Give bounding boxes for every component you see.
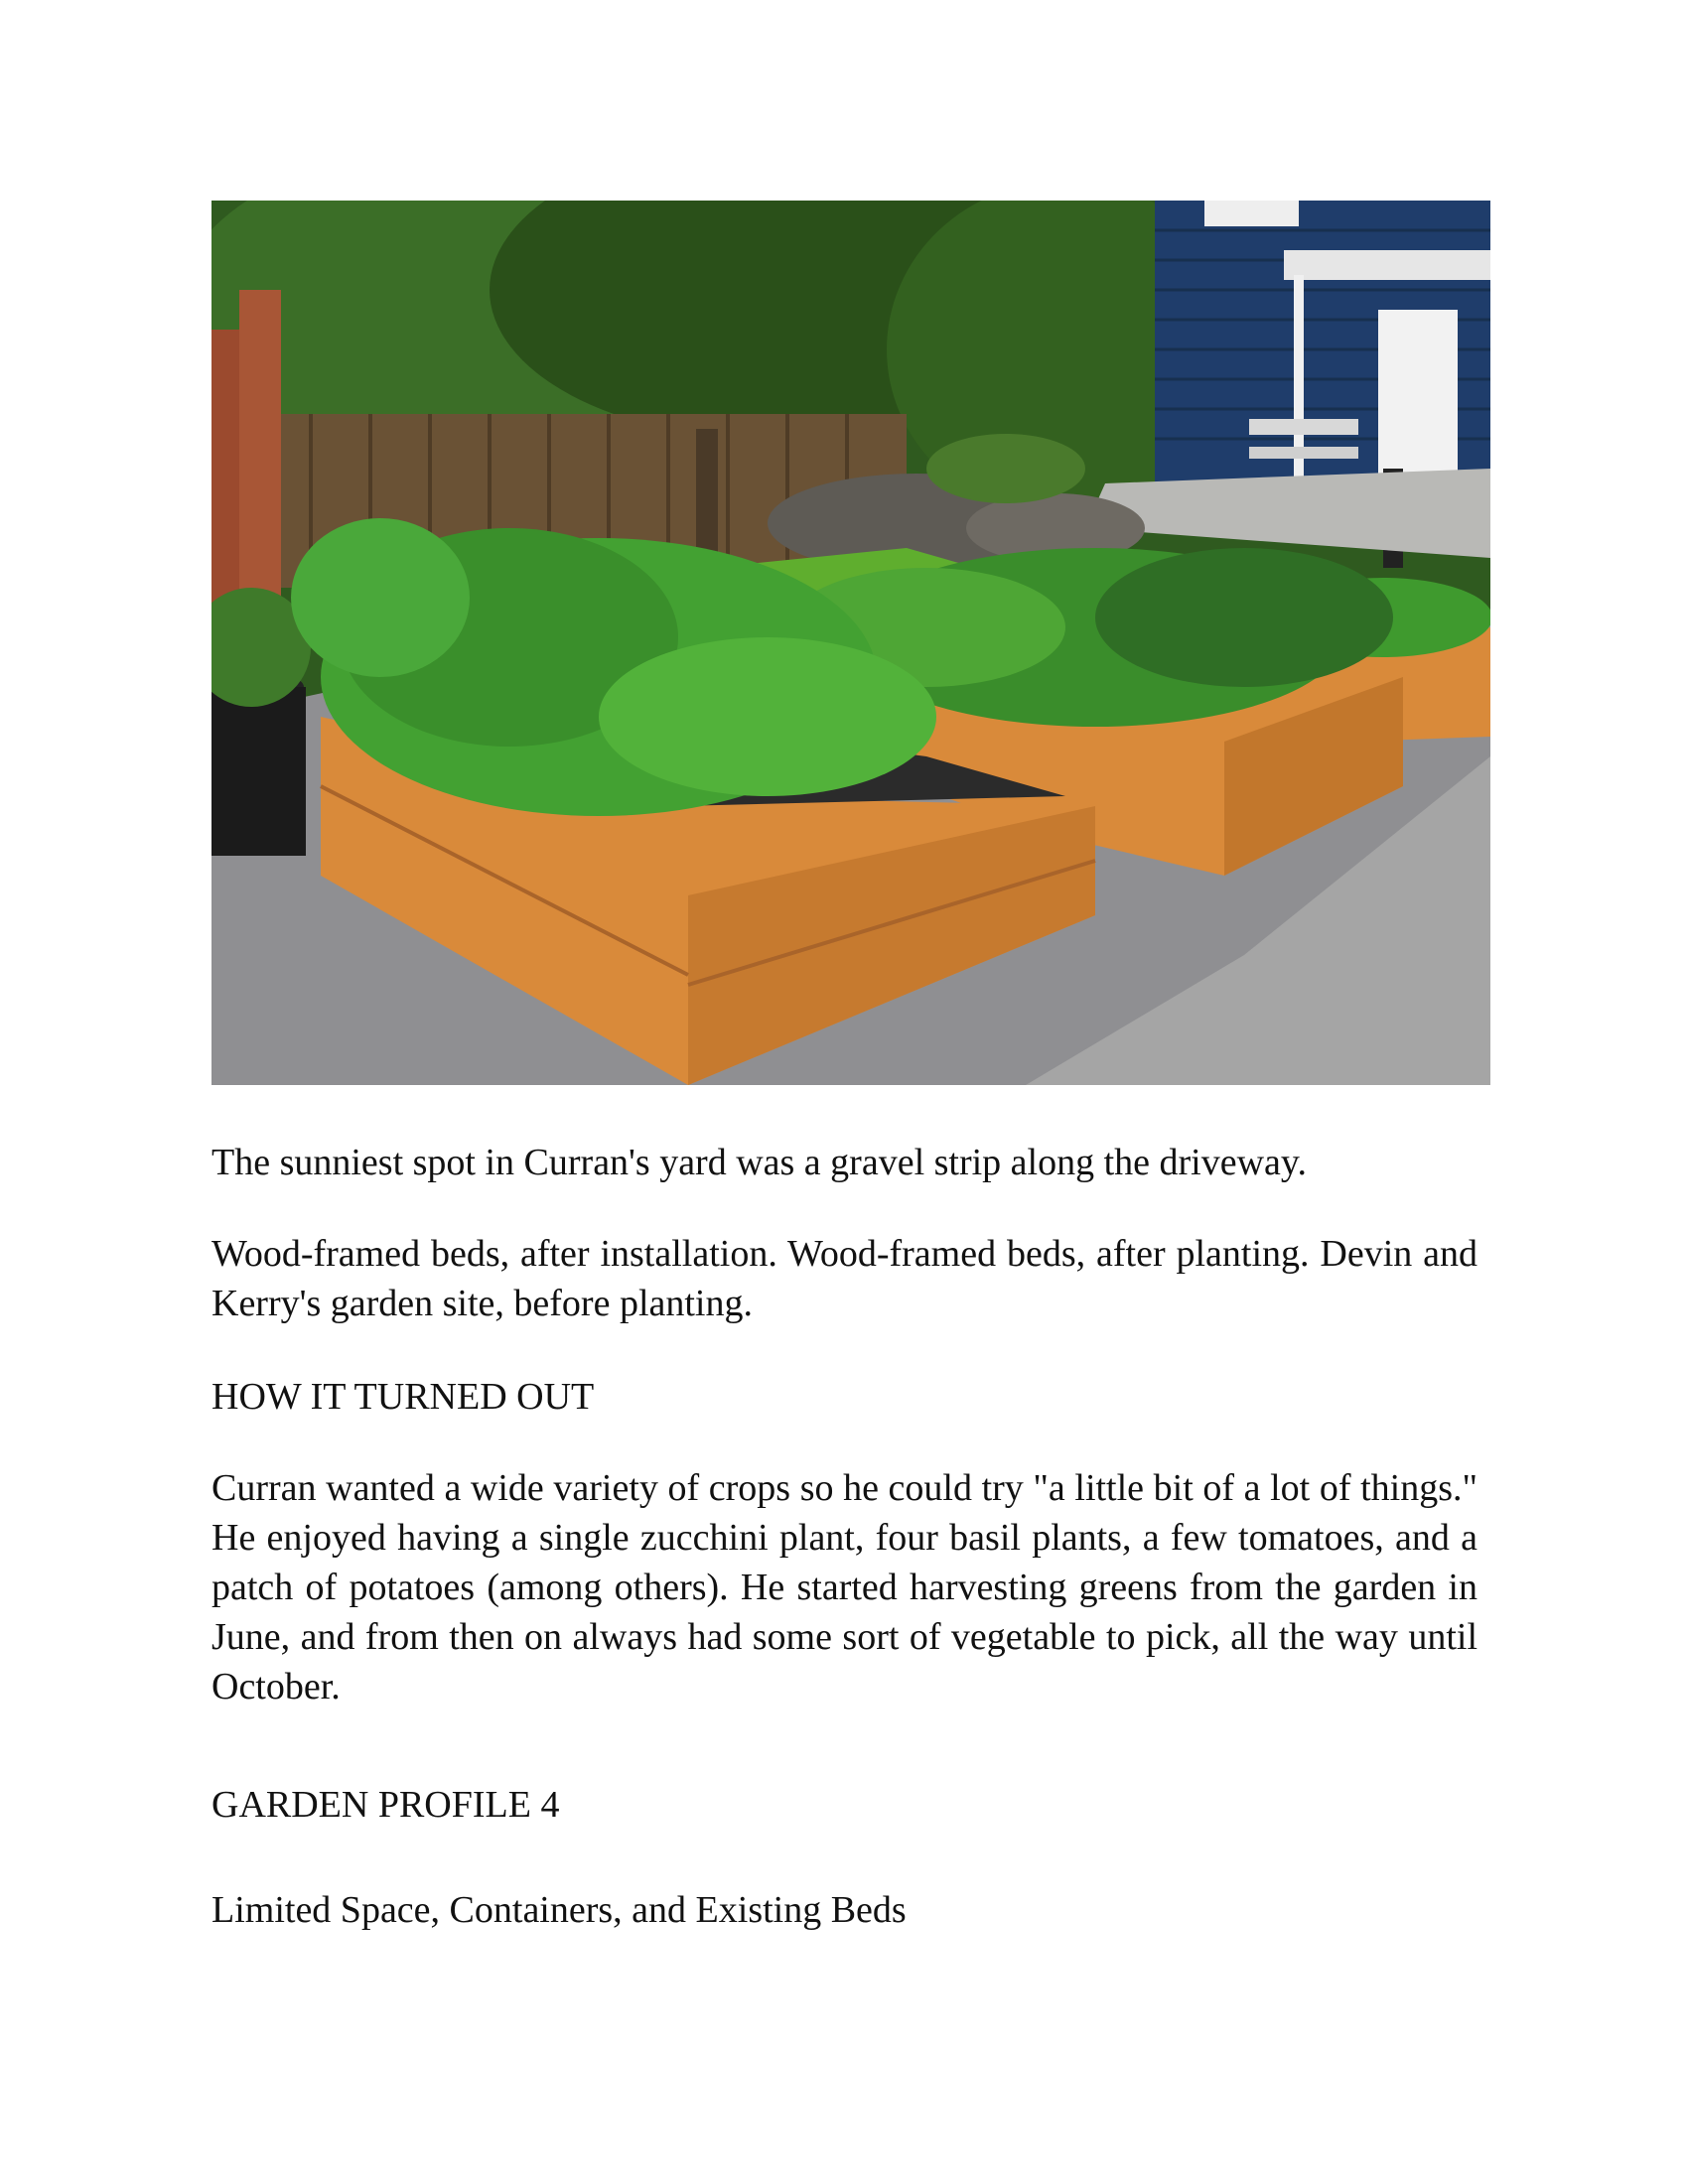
photo-caption: The sunniest spot in Curran's yard was a gravel strip along the driveway. bbox=[211, 1142, 1307, 1183]
raised-garden-beds-photo bbox=[211, 201, 1490, 1085]
profile-heading: GARDEN PROFILE 4 bbox=[211, 1784, 560, 1826]
section-heading: HOW IT TURNED OUT bbox=[211, 1376, 595, 1418]
profile-subheading: Limited Space, Containers, and Existing Beds bbox=[211, 1889, 907, 1931]
body-paragraph: Curran wanted a wide variety of crops so he could try "a little bit of a lot of things." He enjoyed having a single zucchini plant, four basil plants, a few tomatoes, and a patch of potatoes (among others). He started harvesting greens from the garden in June, and from then on always had some sort of vegetable to pick, all the way until October. bbox=[211, 1467, 1477, 1707]
additional-captions: Wood-framed beds, after installation. Wood-framed beds, after planting. Devin and Kerry's garden site, before planting. bbox=[211, 1233, 1477, 1324]
